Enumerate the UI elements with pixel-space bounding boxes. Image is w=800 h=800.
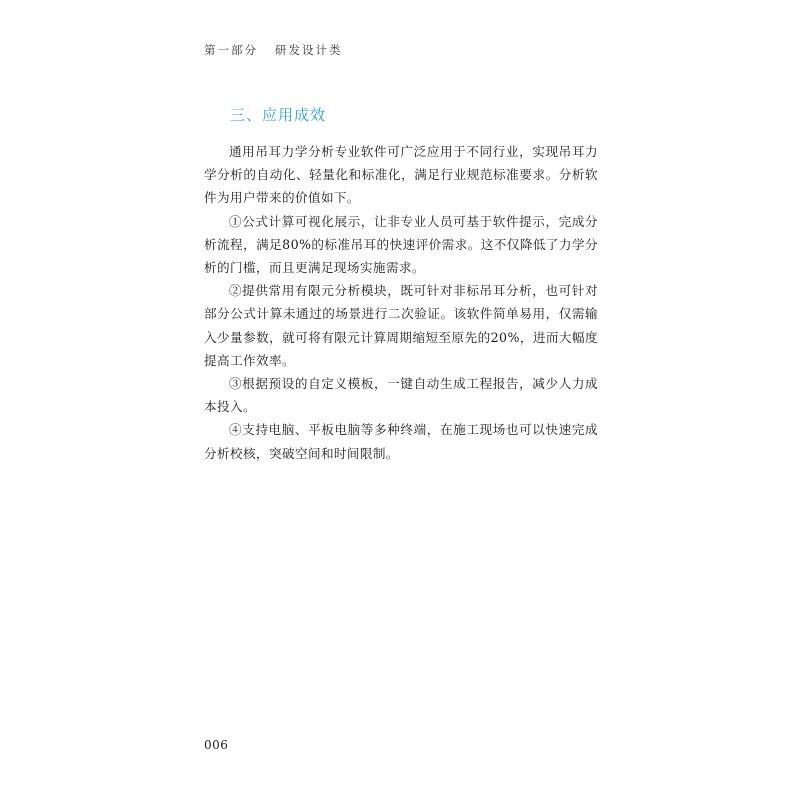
page-number: 006 (204, 738, 229, 752)
benefit-paragraph-2: ②提供常用有限元分析模块，既可针对非标吊耳分析，也可针对部分公式计算未通过的场景进行二次验证。该软件简单易用，仅需输入少量参数，就可将有限元计算周期缩短至原先的20%，进而大幅度提高工作效率。 (204, 283, 598, 368)
intro-paragraph: 通用吊耳力学分析专业软件可广泛应用于不同行业，实现吊耳力学分析的自动化、轻量化和标准化，满足行业规范标准要求。分析软件为用户带来的价值如下。 (204, 144, 598, 206)
benefit-paragraph-4: ④支持电脑、平板电脑等多种终端，在施工现场也可以快速完成分析校核，突破空间和时间限制。 (204, 422, 598, 461)
benefit-paragraph-3: ③根据预设的自定义模板，一键自动生成工程报告，减少人力成本投入。 (204, 376, 598, 415)
benefit-paragraph-1: ①公式计算可视化展示，让非专业人员可基于软件提示，完成分析流程，满足80%的标准吊耳的快速评价需求。这不仅降低了力学分析的门槛，而且更满足现场实施需求。 (204, 213, 598, 276)
section-heading: 三、应用成效 (230, 106, 327, 124)
running-header: 第一部分 研发设计类 (204, 43, 343, 57)
body-text (204, 140, 598, 465)
